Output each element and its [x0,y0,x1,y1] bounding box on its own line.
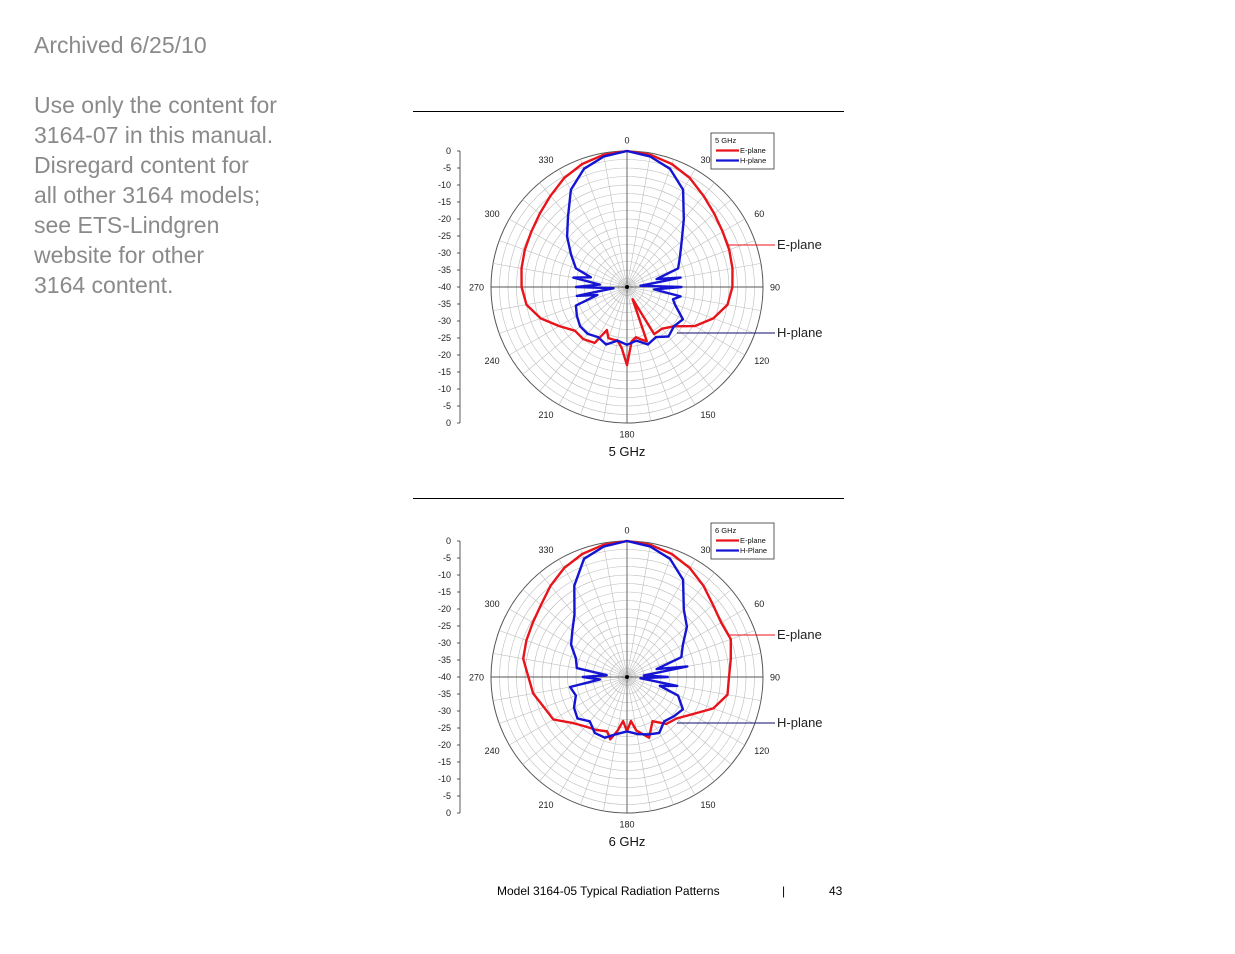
radial-tick-label: -15 [437,587,451,598]
radial-tick-label: -10 [437,384,451,395]
h-plane-callout: H-plane [777,325,823,340]
polar-grid [491,151,763,423]
radial-tick-label: -25 [437,333,451,344]
radial-tick-label: -30 [437,248,451,259]
angle-tick-label: 30 [700,545,711,556]
angle-tick-label: 240 [484,746,500,756]
e-plane-callout: E-plane [777,627,822,642]
radial-axis [438,146,460,428]
angle-tick-label: 90 [770,672,781,683]
notice-line: Use only the content for [34,92,277,118]
footer-separator: | [782,884,786,898]
notice-line: 3164-07 in this manual. [34,122,274,148]
chart-title: 6 GHz [608,834,646,849]
footer-title: Model 3164-05 Typical Radiation Patterns [497,884,720,898]
angle-tick-label: 150 [700,409,716,420]
angle-tick-label: 150 [700,799,716,810]
angle-tick-label: 330 [538,155,554,166]
middle-divider [413,498,844,499]
notice-line: all other 3164 models; [34,182,261,208]
h-plane-callout: H-plane [777,715,823,730]
legend-entry: E-plane [740,146,766,155]
radial-tick-label: -30 [437,638,451,649]
chart-6ghz [413,502,844,872]
radial-tick-label: -10 [437,180,451,191]
archive-notice [34,30,334,300]
radial-tick-label: -35 [437,655,451,666]
notice-line: website for other [34,242,205,268]
radial-tick-label: -5 [442,163,451,174]
legend-entry: E-plane [740,536,766,545]
h-plane-series [570,541,687,738]
radial-tick-label: 0 [445,146,451,157]
radial-tick-label: -25 [437,621,451,632]
radial-tick-label: -30 [437,706,451,717]
angle-tick-label: 210 [538,409,554,420]
angle-tick-label: 120 [754,746,770,756]
angle-tick-label: 180 [619,429,635,440]
notice-line: see ETS-Lindgren [34,212,220,238]
radial-tick-label: -5 [442,553,451,564]
page-number: 43 [829,884,843,898]
archived-date: Archived 6/25/10 [34,32,207,58]
legend-title: 5 GHz [715,136,737,145]
polar-plot-6ghz [413,502,844,872]
angle-tick-label: 60 [754,599,765,609]
angle-tick-label: 30 [700,155,711,166]
angle-tick-label: 270 [468,282,484,293]
angle-tick-label: 180 [619,819,635,830]
radial-tick-label: -10 [437,774,451,785]
radial-tick-label: -40 [437,282,451,293]
angle-tick-label: 270 [468,672,484,683]
radial-tick-label: 0 [445,536,451,547]
radial-tick-label: -20 [437,604,451,615]
center-dot [625,285,629,289]
angle-tick-label: 60 [754,209,765,219]
radial-tick-label: -35 [437,689,451,700]
legend-entry: H-plane [740,156,767,165]
center-dot [625,675,629,679]
legend [711,523,774,559]
radial-tick-label: -10 [437,570,451,581]
radial-tick-label: -20 [437,214,451,225]
radial-tick-label: -35 [437,265,451,276]
angle-tick-label: 90 [770,282,781,293]
radial-tick-label: 0 [445,808,451,819]
radial-tick-label: -5 [442,401,451,412]
notice-line: 3164 content. [34,272,174,298]
radial-tick-label: -25 [437,231,451,242]
polar-grid [491,541,763,813]
radial-tick-label: -40 [437,672,451,683]
angle-tick-label: 0 [624,525,630,536]
radial-tick-label: -15 [437,757,451,768]
angle-tick-label: 210 [538,799,554,810]
radial-tick-label: -5 [442,791,451,802]
radial-tick-label: -15 [437,367,451,378]
angle-tick-label: 0 [624,135,630,146]
radial-tick-label: -35 [437,299,451,310]
polar-plot-5ghz [413,112,844,482]
angle-tick-label: 120 [754,356,770,366]
radial-tick-label: -30 [437,316,451,327]
legend [711,133,774,169]
angle-tick-label: 300 [484,599,500,609]
radial-tick-label: 0 [445,418,451,429]
radial-axis [438,536,460,818]
e-plane-callout: E-plane [777,237,822,252]
angle-tick-label: 300 [484,209,500,219]
radial-tick-label: -20 [437,740,451,751]
angle-tick-label: 330 [538,545,554,556]
legend-entry: H-Plane [740,546,768,555]
notice-line: Disregard content for [34,152,249,178]
legend-title: 6 GHz [715,526,737,535]
chart-5ghz [413,112,844,482]
radial-tick-label: -20 [437,350,451,361]
radial-tick-label: -15 [437,197,451,208]
chart-title: 5 GHz [608,444,646,459]
radial-tick-label: -25 [437,723,451,734]
angle-tick-label: 240 [484,356,500,366]
notice-text [34,90,334,300]
